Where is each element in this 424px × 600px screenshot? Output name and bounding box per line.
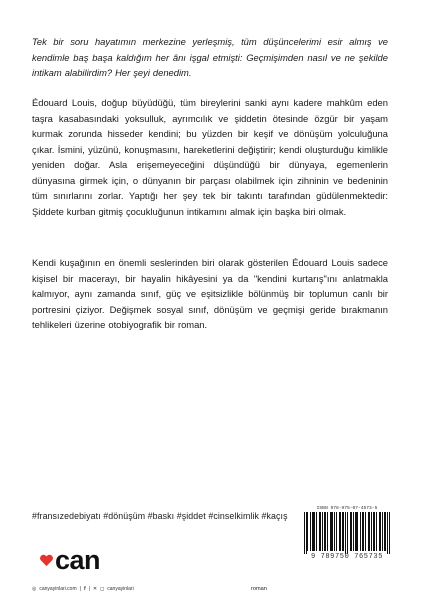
- barcode-bar: [324, 512, 325, 551]
- globe-icon: ◎: [32, 586, 37, 592]
- barcode-bar: [313, 512, 314, 551]
- barcode-bar: [365, 512, 366, 551]
- barcode-bar: [340, 512, 341, 551]
- barcode-bar: [362, 512, 363, 551]
- barcode-image: [303, 512, 391, 554]
- barcode-bar: [351, 512, 352, 551]
- barcode-bar: [319, 512, 320, 551]
- barcode-bar: [320, 512, 321, 551]
- website-link[interactable]: canyayinlari.com: [39, 586, 77, 592]
- barcode-bar: [325, 512, 326, 551]
- isbn-barcode: [303, 506, 391, 561]
- barcode-bar: [384, 512, 385, 551]
- barcode-bar: [373, 512, 374, 551]
- barcode-bar: [387, 512, 388, 554]
- instagram-icon: ◻: [100, 586, 105, 592]
- barcode-bar: [334, 512, 335, 551]
- barcode-bar: [330, 512, 331, 551]
- barcode-bar: [322, 512, 323, 551]
- separator: |: [88, 586, 90, 592]
- genre-label: roman: [251, 586, 267, 592]
- facebook-icon[interactable]: f: [83, 586, 86, 592]
- hashtags: #fransızedebiyatı #dönüşüm #baskı #şiddet #cinselkimlik #kaçış: [32, 511, 288, 521]
- barcode-bar: [342, 512, 343, 551]
- barcode-bar: [368, 512, 369, 551]
- barcode-bar: [306, 512, 307, 554]
- barcode-bar: [376, 512, 377, 551]
- barcode-bar: [356, 512, 357, 551]
- barcode-bar: [327, 512, 328, 551]
- social-handle[interactable]: canyayinlari: [107, 586, 134, 592]
- barcode-bar: [345, 512, 346, 554]
- barcode-bar: [363, 512, 364, 551]
- barcode-bar: [355, 512, 356, 551]
- barcode-bar: [332, 512, 333, 551]
- barcode-bar: [314, 512, 315, 551]
- barcode-bar: [331, 512, 332, 551]
- description-paragraph-2: Kendi kuşağının en önemli seslerinden biri olarak gösterilen Édouard Louis sadece kişisel bir macerayı, bir hayalin hikâyesini ya da "kendini kurtarış"ını anlatmakla kalmıyor, aynı zamanda sınıf, güç ve eşitsizlikle bölünmüş bir toplumun canlı bir portresini çiziyor. Değişmek sosyal sınıf, dönüşüm ve geçmişi geride bırakmanın tehlikeleri üzerine otobiyografik bir roman.: [32, 257, 388, 330]
- barcode-bar: [374, 512, 375, 551]
- barcode-bar: [389, 512, 390, 554]
- barcode-bar: [347, 512, 348, 554]
- publisher-logo: [39, 545, 101, 575]
- isbn-label: ISBN 978-975-07-4573-5: [316, 506, 378, 511]
- intro-quote: Tek bir soru hayatımın merkezine yerleşmiş, tüm düşüncelerimi esir almış ve kendimle baş başa kaldığım her ânı işgal etmişti: Geçmişimden nasıl ve ne şekilde intikam alabilirdim? Her şeyi denedim.: [32, 36, 388, 78]
- barcode-bar: [310, 512, 311, 551]
- publisher-footer: [32, 586, 137, 592]
- barcode-number: 9 789750 765735: [310, 553, 383, 561]
- barcode-bar: [343, 512, 344, 551]
- barcode-bar: [382, 512, 383, 551]
- barcode-bar: [380, 512, 381, 551]
- description-paragraph-1: Édouard Louis, doğup büyüdüğü, tüm bireylerini sanki aynı kadere mahkûm eden taşra kasabasındaki yoksulluk, ayrımcılık ve şiddetin ötesinde özgür bir yaşam kurmak zorunda hissеder kendini; bu yüzden bir keşif ve dönüşüm yolculuğuna çıkar. İsmini, yüzünü, konuşmasını, hareketlerini değiştirir; kendi oluşturduğu kimlikle yeniden doğar. Asla erişemeyeceğini düşündüğü bir dünyaya, egemenlerin dünyasına girmek için, o dünyanın bir parçası olabilmek için zihninin ve bedeninin tüm sınırlarını zorlar. Yaptığı her şey tek bir takıntı tarafından güdülenmektedir: Şiddete kurban gitmiş çocukluğunun intikamını almak için başka biri olmak.: [32, 97, 388, 217]
- barcode-bar: [316, 512, 317, 551]
- barcode-bar: [360, 512, 361, 551]
- barcode-bar: [369, 512, 370, 551]
- barcode-bar: [312, 512, 313, 551]
- barcode-bar: [385, 512, 386, 551]
- twitter-icon: ✕: [92, 586, 98, 592]
- barcode-bar: [357, 512, 358, 551]
- heart-icon: [39, 554, 54, 567]
- barcode-bar: [371, 512, 372, 551]
- barcode-bar: [350, 512, 351, 551]
- separator: |: [79, 586, 81, 592]
- barcode-bar: [339, 512, 340, 551]
- barcode-bar: [353, 512, 354, 551]
- barcode-bar: [304, 512, 305, 554]
- barcode-bar: [379, 512, 380, 551]
- logo-text: can: [55, 545, 101, 575]
- barcode-bar: [307, 512, 308, 551]
- barcode-bar: [336, 512, 337, 551]
